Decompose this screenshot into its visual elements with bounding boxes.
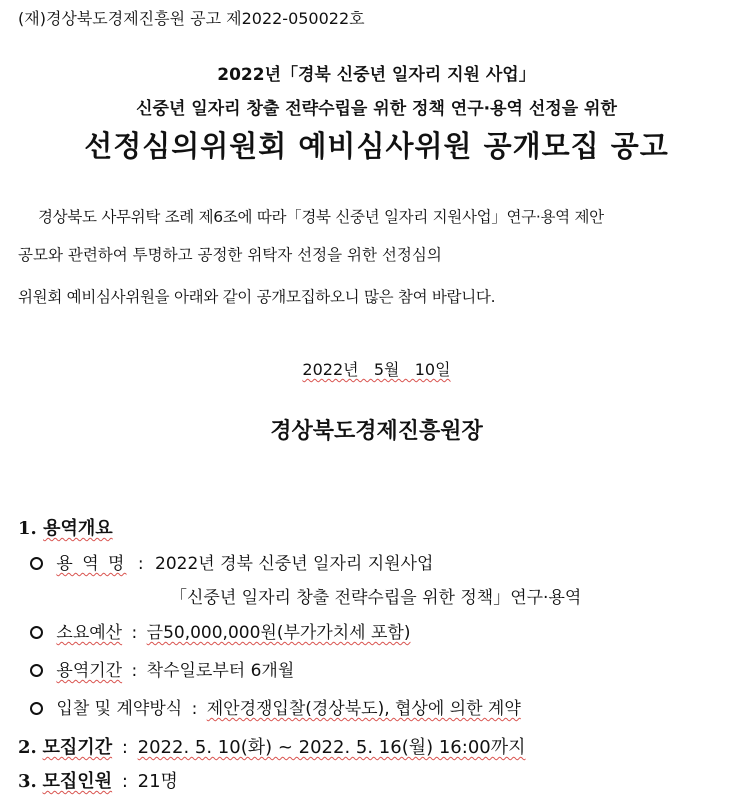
item-period-sep: : (131, 661, 138, 681)
section2-number: 2. (18, 737, 37, 758)
title-main: 선정심의위원회 예비심사위원 공개모집 공고 (84, 129, 669, 163)
section3-value: 21명 (137, 771, 178, 792)
item-period (30, 656, 294, 681)
section2-value: 2022. 5. 10(화) ~ 2022. 5. 16(월) 16:00까지 (137, 737, 526, 758)
item-name-sep: : (137, 554, 144, 574)
item-method-value: 제안경쟁입찰(경상북도), 협상에 의한 계약 (206, 699, 521, 719)
item-name-value1: 2022년 경북 신중년 일자리 지원사업 (155, 554, 434, 574)
section1-heading (18, 514, 113, 540)
section2-title: 모집기간 (42, 737, 113, 758)
item-method-label: 입찰 및 계약방식 (56, 699, 183, 719)
section1-title: 용역개요 (43, 518, 113, 539)
bullet-circle-icon (30, 626, 43, 639)
section2-sep: : (121, 737, 128, 758)
item-budget-value: 금50,000,000원(부가가치세 포함) (146, 623, 411, 643)
section2 (18, 733, 526, 759)
item-name-label: 용 역 명 (56, 554, 127, 574)
intro-line2: 공모와 관련하여 투명하고 공정한 위탁자 선정을 위한 선정심의 (18, 246, 442, 264)
item-budget-label: 소요예산 (56, 623, 123, 643)
item-method-sep: : (191, 699, 198, 719)
item-budget-sep: : (131, 623, 138, 643)
section3-number: 3. (18, 771, 37, 792)
title-line2: 신중년 일자리 창출 전략수립을 위한 정책 연구·용역 선정을 위한 (136, 99, 617, 119)
notice-date: 2022년 5월 10일 (302, 360, 451, 379)
item-period-value: 착수일로부터 6개월 (146, 661, 295, 681)
item-name-value2: 「신중년 일자리 창출 전략수립을 위한 정책」연구·용역 (170, 588, 582, 608)
section3 (18, 767, 178, 793)
issuer: 경상북도경제진흥원장 (270, 419, 483, 444)
bullet-circle-icon (30, 664, 43, 677)
item-name (30, 549, 433, 574)
section1-number: 1. (18, 518, 37, 539)
section3-sep: : (121, 771, 128, 792)
bullet-circle-icon (30, 557, 43, 570)
item-period-label: 용역기간 (56, 661, 123, 681)
title-line1: 2022년「경북 신중년 일자리 지원 사업」 (217, 65, 536, 85)
section3-title: 모집인원 (42, 771, 113, 792)
item-method (30, 694, 521, 719)
bullet-circle-icon (30, 702, 43, 715)
intro-line1: 경상북도 사무위탁 조례 제6조에 따라「경북 신중년 일자리 지원사업」연구·용역 제안 (38, 208, 604, 226)
item-budget (30, 618, 410, 643)
notice-number: (재)경상북도경제진흥원 공고 제2022-050022호 (18, 9, 365, 28)
intro-line3: 위원회 예비심사위원을 아래와 같이 공개모집하오니 많은 참여 바랍니다. (18, 288, 496, 306)
